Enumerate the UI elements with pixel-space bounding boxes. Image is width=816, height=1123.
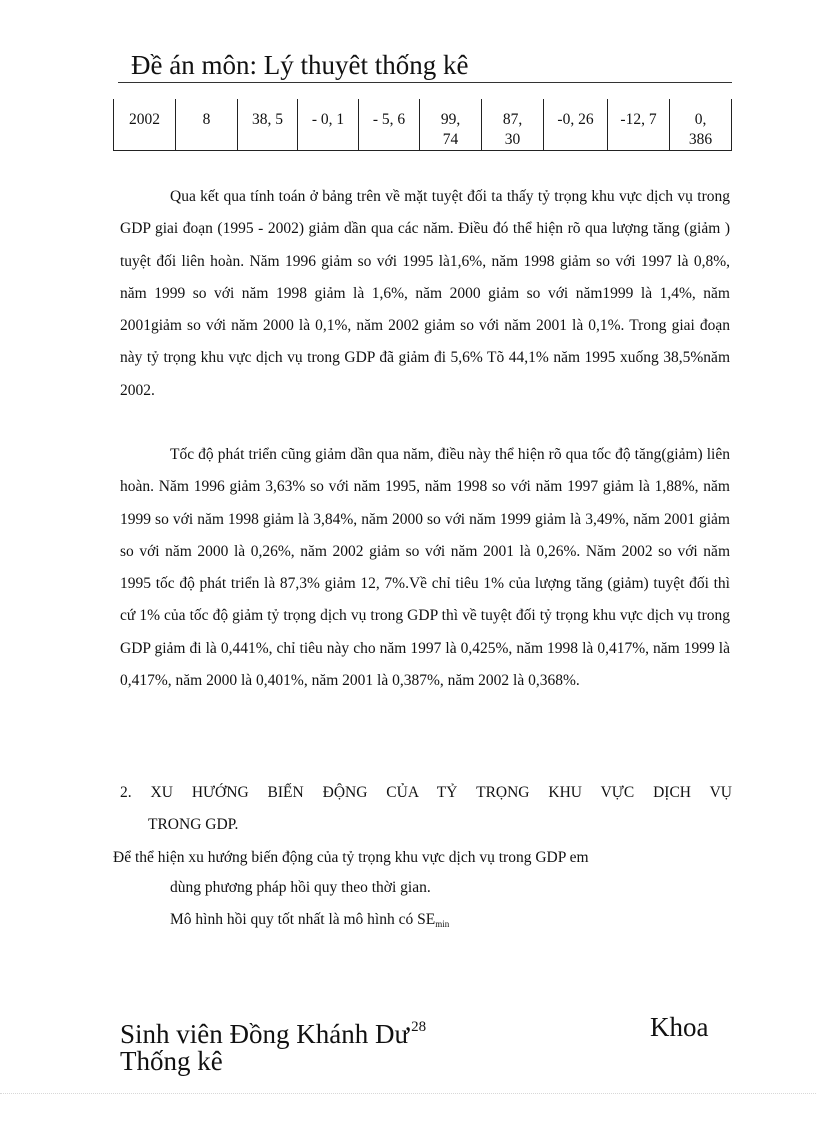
table-cell: 99, 74 xyxy=(420,99,482,151)
table-cell: 87, 30 xyxy=(482,99,544,151)
table-cell: 8 xyxy=(176,99,238,151)
section-intro-line: Để thể hiện xu hướng biến động của tỷ trọng khu vực dịch vụ trong GDP em xyxy=(113,849,589,866)
footer-author-text: Sinh viên Đồng Khánh Dư xyxy=(120,1019,410,1049)
section-intro-line-2: dùng phương pháp hồi quy theo thời gian. xyxy=(170,879,431,896)
page-bottom-edge xyxy=(0,1093,816,1094)
footer-faculty: Khoa xyxy=(650,1012,709,1042)
model-text: Mô hình hồi quy tốt nhất là mô hình có SE xyxy=(170,911,436,928)
section-heading-continued: TRONG GDP. xyxy=(148,816,239,833)
paragraph-growth-rate: Tốc độ phát triển cũng giảm dần qua năm, điều này thể hiện rõ qua tốc độ tăng(giảm) liên hoàn. Năm 1996 giảm 3,63% so với năm 1995, năm 1998 so với năm 1997 giảm là 1,88%, năm 1999 so với năm 1998 giảm là 3,84%, năm 2000 so với năm 1999 giảm là 3,49%, năm 2001 giảm so với năm 2000 là 0,26%, năm 2002 giảm so với năm 2001 là 0,26%. Năm 2002 so với năm 1995 tốc độ phát triển là 87,3% giảm 12, 7%.Về chỉ tiêu 1% của lượng tăng (giảm) tuyệt đối thì cứ 1% của tốc độ giảm tỷ trọng dịch vụ trong GDP thì về tuyệt đối tỷ trọng khu vực dịch vụ trong GDP giảm đi là 0,441%, chỉ tiêu này cho năm 1997 là 0,425%, năm 1998 là 0,417%, năm 1999 là 0,417%, năm 2000 là 0,401%, năm 2001 là 0,387%, năm 2002 là 0,368%. xyxy=(120,446,730,690)
table-cell: -12, 7 xyxy=(608,99,670,151)
page-number: 28 xyxy=(411,1019,427,1035)
model-subscript: min xyxy=(435,919,450,929)
table-cell: -0, 26 xyxy=(544,99,608,151)
table-cell: 0, 386 xyxy=(670,99,732,151)
table-cell: - 0, 1 xyxy=(298,99,359,151)
footer-faculty-continued: Thống kê xyxy=(120,1046,223,1076)
section-heading: 2. XU HƯỚNG BIẾN ĐỘNG CỦA TỶ TRỌNG KHU VỰC DỊCH VỤ xyxy=(120,784,732,801)
table-row xyxy=(114,99,732,151)
data-table xyxy=(113,99,732,151)
header-divider xyxy=(118,82,732,83)
page-header-title: Đề án môn: Lý thuyêt thống kê xyxy=(131,50,469,80)
table-cell: - 5, 6 xyxy=(359,99,420,151)
paragraph-absolute-change: Qua kết qua tính toán ở bảng trên về mặt tuyệt đối ta thấy tỷ trọng khu vực dịch vụ trong GDP giai đoạn (1995 - 2002) giảm dần qua các năm. Điều đó thể hiện rõ qua lượng tăng (giảm ) tuyệt đối liên hoàn. Năm 1996 giảm so với 1995 là1,6%, năm 1998 giảm so với 1997 là 0,8%, năm 1999 so với năm 1998 giảm là 1,6%, năm 2000 giảm so với năm1999 là 1,4%, năm 2001giảm so với năm 2000 là 0,1%, năm 2002 giảm so với năm 2001 là 0,1%. Trong giai đoạn này tỷ trọng khu vực dịch vụ trong GDP đã giảm đi 5,6% Tõ 44,1% năm 1995 xuống 38,5%năm 2002. xyxy=(120,188,730,399)
model-statement xyxy=(170,905,449,939)
table-cell: 38, 5 xyxy=(238,99,298,151)
table-cell-year: 2002 xyxy=(114,99,176,151)
